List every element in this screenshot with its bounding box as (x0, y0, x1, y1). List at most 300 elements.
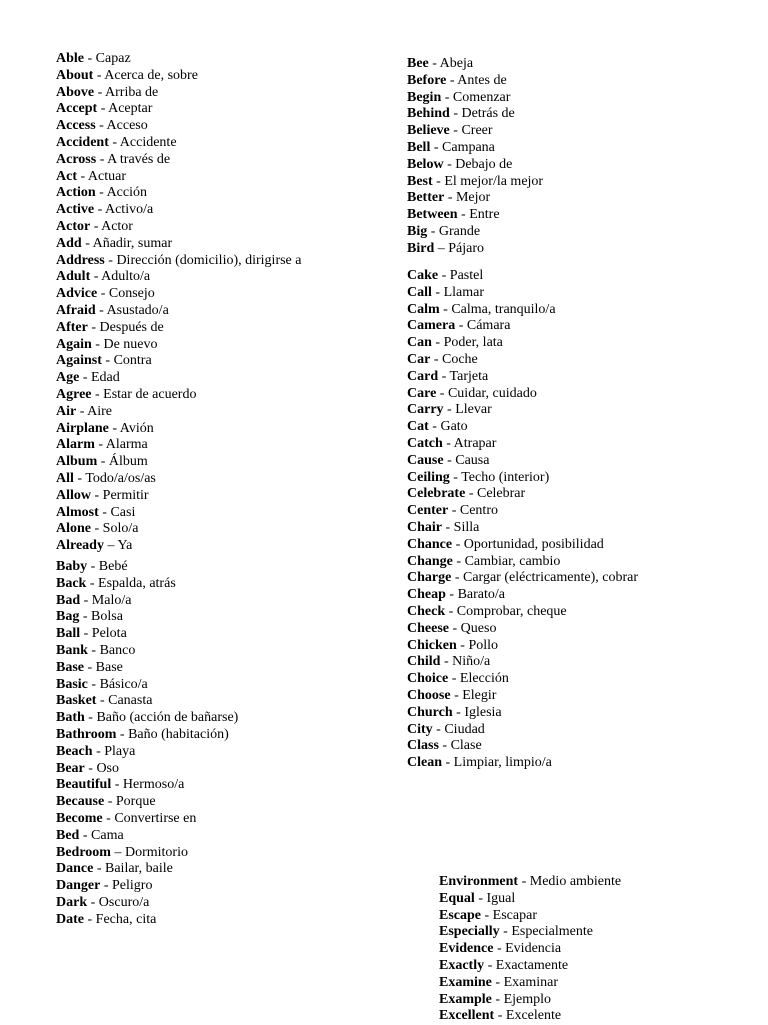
entry-translation: Hermoso/a (122, 777, 185, 793)
entry-separator: - (95, 118, 107, 134)
vocabulary-entry (56, 101, 152, 118)
entry-translation: Barato/a (457, 587, 505, 603)
vocabulary-entry (56, 202, 153, 219)
entry-translation: Dirección (domicilio), dirigirse a (116, 252, 302, 268)
entry-term: Bell (407, 140, 431, 155)
entry-translation: Actor (101, 219, 133, 234)
entry-term: Access (56, 118, 96, 134)
vocabulary-entry (56, 337, 158, 354)
entry-translation: Permitir (102, 487, 149, 503)
entry-term: Danger (56, 878, 101, 894)
entry-term: Base (56, 659, 84, 675)
entry-term: Afraid (56, 303, 96, 318)
entry-separator: - (484, 958, 496, 973)
entry-term: Choose (407, 688, 451, 703)
entry-term: Examine (439, 974, 492, 990)
entry-separator: - (441, 89, 453, 105)
vocabulary-entry (56, 828, 124, 845)
entry-translation: Mejor (455, 190, 491, 206)
entry-separator: - (427, 224, 439, 239)
entry-translation: Comprobar, cheque (456, 604, 567, 619)
vocabulary-entry (439, 924, 593, 941)
vocabulary-entry (407, 56, 473, 73)
entry-term: Charge (407, 570, 452, 586)
vocabulary-entry (56, 710, 238, 727)
entry-separator: - (87, 895, 99, 910)
entry-translation: Todo/a/os/as (85, 471, 156, 486)
entry-separator: - (97, 286, 109, 302)
entry-term: Adult (56, 269, 91, 285)
vocabulary-entry (407, 207, 500, 224)
entry-translation: Capaz (95, 51, 131, 66)
entry-term: Equal (439, 890, 475, 906)
entry-separator: - (91, 487, 103, 503)
vocabulary-entry (407, 604, 567, 621)
vocabulary-entry (407, 369, 488, 386)
entry-translation: Atrapar (453, 436, 497, 451)
entry-translation: Asustado/a (106, 303, 169, 318)
vocabulary-entry (56, 169, 126, 186)
entry-separator: - (81, 235, 93, 251)
vocabulary-entry (56, 68, 198, 85)
vocabulary-entry (407, 73, 507, 90)
entry-separator: - (436, 385, 448, 401)
entry-term: Bee (407, 56, 429, 71)
vocabulary-entry (56, 353, 152, 370)
entry-translation: Llevar (455, 402, 492, 418)
vocabulary-entry (56, 878, 152, 895)
entry-term: City (407, 721, 433, 737)
entry-separator: - (449, 620, 461, 636)
entry-separator: - (430, 352, 442, 367)
entry-term: Bear (56, 760, 85, 776)
vocabulary-entry (56, 660, 123, 677)
entry-term: Care (407, 385, 437, 401)
entry-translation: Cuidar, cuidado (447, 385, 537, 401)
entry-translation: Bebé (98, 559, 128, 574)
vocabulary-entry (56, 643, 135, 660)
entry-term: Cheese (407, 620, 449, 636)
entry-separator: - (448, 671, 460, 687)
entry-separator: - (80, 626, 92, 642)
vocabulary-entry (407, 335, 503, 352)
entry-term: Date (56, 911, 84, 927)
entry-translation: Debajo de (455, 156, 513, 172)
entry-term: Against (56, 353, 102, 369)
entry-translation: Aceptar (108, 101, 153, 117)
entry-translation: Ya (117, 538, 133, 554)
entry-separator: - (438, 368, 450, 384)
vocabulary-entry (407, 705, 502, 722)
vocabulary-entry (56, 454, 148, 471)
vocabulary-entry (56, 437, 148, 454)
vocabulary-entry (439, 992, 551, 1009)
entry-separator: - (92, 743, 105, 759)
entry-term: Better (407, 190, 445, 206)
entry-separator: - (455, 318, 467, 334)
entry-separator: - (102, 811, 115, 826)
entry-term: Album (56, 454, 98, 470)
entry-separator: - (84, 51, 96, 66)
entry-term: Exactly (439, 958, 485, 973)
entry-translation: Clase (450, 738, 482, 754)
entry-separator: - (438, 738, 451, 754)
entry-term: Excellent (439, 1008, 495, 1024)
entry-translation: Edad (91, 370, 120, 386)
vocabulary-entry (56, 370, 120, 387)
entry-translation: Casi (110, 504, 136, 520)
entry-term: Across (56, 151, 97, 167)
entry-term: Cause (407, 452, 444, 468)
entry-translation: Especialmente (511, 924, 593, 940)
entry-translation: Bailar, baile (105, 861, 173, 877)
entry-translation: Fecha, cita (95, 911, 157, 927)
entry-translation: Después de (99, 319, 164, 335)
entry-term: Big (407, 224, 428, 239)
entry-term: Car (407, 352, 431, 367)
entry-separator: - (101, 353, 114, 369)
entry-translation: De nuevo (103, 336, 158, 352)
entry-translation: Espalda, atrás (98, 575, 176, 591)
vocabulary-entry (407, 90, 510, 107)
entry-term: Add (56, 235, 82, 251)
entry-term: Chicken (407, 637, 457, 653)
entry-separator: - (90, 219, 102, 234)
entry-term: Cake (407, 268, 439, 283)
entry-translation: Accidente (119, 135, 177, 150)
entry-term: Agree (56, 387, 92, 402)
entry-term: Alarm (56, 437, 95, 453)
entry-term: Again (56, 336, 92, 352)
entry-separator: - (96, 693, 109, 709)
entry-separator: - (494, 1008, 506, 1024)
vocabulary-entry (407, 570, 638, 587)
entry-term: Ceiling (407, 469, 450, 485)
entry-translation: Porque (115, 794, 156, 810)
entry-separator: - (87, 676, 100, 692)
vocabulary-entry (56, 521, 138, 538)
vocabulary-entry (407, 386, 537, 403)
entry-translation: Iglesia (464, 704, 502, 720)
entry-translation: Dormitorio (124, 844, 188, 860)
entry-term: Bank (56, 643, 88, 658)
entry-separator: - (104, 252, 117, 268)
entry-translation: Aire (87, 403, 112, 419)
vocabulary-entry (56, 387, 196, 404)
entry-translation: Grande (438, 224, 481, 239)
entry-term: Example (439, 991, 492, 1007)
entry-separator: - (79, 370, 91, 386)
entry-translation: Poder, lata (443, 335, 503, 351)
entry-separator: - (438, 268, 450, 283)
entry-term: Because (56, 794, 105, 810)
entry-separator: - (87, 643, 100, 658)
entry-separator: - (431, 284, 444, 300)
vocabulary-entry (407, 241, 484, 258)
entry-term: Bag (56, 609, 80, 625)
entry-translation: Elección (459, 671, 509, 687)
vocabulary-entry (56, 609, 123, 626)
vocabulary-entry (56, 253, 302, 270)
entry-separator: - (491, 974, 504, 990)
entry-translation: Causa (455, 452, 490, 468)
vocabulary-entry (407, 621, 496, 638)
entry-separator: - (91, 387, 104, 402)
entry-term: Between (407, 207, 458, 223)
entry-translation: Campana (442, 140, 495, 155)
entry-translation: A través de (107, 151, 171, 167)
entry-term: Call (407, 284, 432, 300)
vocabulary-entry (407, 537, 604, 554)
vocabulary-entry (407, 554, 560, 571)
entry-translation: Activo/a (104, 202, 154, 218)
vocabulary-entry (407, 106, 515, 123)
entry-separator: - (84, 659, 96, 675)
entry-separator: - (94, 84, 106, 100)
entry-translation: Entre (469, 207, 500, 223)
entry-term: Basket (56, 693, 97, 709)
entry-term: Back (56, 575, 87, 591)
vocabulary-entry (56, 185, 147, 202)
entry-separator: - (432, 721, 445, 737)
entry-term: Alone (56, 521, 91, 537)
entry-term: Cheap (407, 587, 446, 603)
vocabulary-entry (407, 486, 525, 503)
entry-translation: Peligro (112, 878, 153, 894)
entry-separator: - (442, 755, 454, 771)
vocabulary-entry (56, 135, 177, 152)
entry-separator: - (499, 924, 512, 940)
entry-translation: Ciudad (444, 721, 485, 737)
entry-term: Calm (407, 301, 440, 317)
entry-separator: - (474, 890, 487, 906)
entry-term: Bath (56, 710, 85, 726)
vocabulary-entry (56, 118, 148, 135)
entry-separator: - (444, 190, 456, 206)
entry-translation: Canasta (108, 693, 153, 709)
entry-translation: Convertirse en (114, 811, 197, 826)
vocabulary-entry (56, 505, 135, 522)
entry-term: Can (407, 335, 432, 351)
entry-term: Bedroom (56, 844, 111, 860)
vocabulary-entry (407, 140, 495, 157)
entry-term: Change (407, 553, 453, 569)
entry-translation: Antes de (457, 72, 507, 88)
entry-separator: - (443, 402, 456, 418)
vocabulary-entry (56, 559, 128, 576)
entry-separator: - (440, 654, 453, 670)
entry-term: Environment (439, 874, 519, 889)
entry-separator: - (439, 301, 452, 317)
vocabulary-entry (407, 123, 493, 140)
entry-translation: Arriba de (105, 84, 159, 100)
entry-separator: - (432, 173, 445, 189)
vocabulary-entry (407, 654, 490, 671)
entry-separator: - (73, 471, 86, 486)
vocabulary-entry (439, 908, 537, 925)
vocabulary-entry (407, 688, 496, 705)
entry-separator: - (95, 303, 107, 318)
entry-term: Child (407, 654, 441, 670)
vocabulary-entry (439, 874, 621, 891)
entry-translation: Creer (461, 123, 493, 139)
entry-translation: Igual (486, 890, 516, 906)
entry-separator: - (443, 156, 456, 172)
entry-translation: Llamar (443, 284, 484, 300)
entry-translation: Adulto/a (101, 269, 151, 285)
entry-translation: Evidencia (505, 941, 562, 957)
entry-term: Cat (407, 419, 429, 435)
entry-separator: - (80, 592, 92, 608)
entry-term: Able (56, 51, 84, 66)
vocabulary-entry (407, 587, 505, 604)
entry-separator: - (449, 469, 462, 485)
vocabulary-entry (407, 402, 492, 419)
entry-term: Begin (407, 89, 442, 105)
vocabulary-entry (407, 190, 490, 207)
vocabulary-entry (56, 51, 131, 68)
entry-translation: Banco (99, 643, 136, 658)
vocabulary-entry (407, 318, 510, 335)
entry-separator: - (97, 454, 109, 470)
entry-separator: - (100, 878, 112, 894)
entry-separator: - (77, 168, 88, 184)
entry-separator: - (451, 570, 463, 586)
entry-separator: - (108, 420, 120, 436)
entry-term: Almost (56, 504, 99, 520)
vocabulary-entry (56, 794, 156, 811)
entry-separator: – (103, 538, 118, 554)
entry-term: About (56, 67, 94, 83)
entry-translation: Celebrar (476, 486, 526, 502)
vocabulary-entry (56, 538, 132, 555)
vocabulary-entry (407, 453, 489, 470)
entry-translation: Acerca de, sobre (104, 67, 198, 83)
entry-term: Airplane (56, 420, 109, 436)
entry-separator: - (95, 185, 107, 201)
vocabulary-entry (407, 174, 543, 191)
vocabulary-entry (56, 626, 127, 643)
entry-translation: Pastel (449, 268, 484, 283)
entry-term: Baby (56, 559, 88, 574)
entry-term: Bathroom (56, 727, 117, 742)
entry-separator: - (445, 587, 458, 603)
entry-separator: - (91, 521, 103, 537)
vocabulary-entry (56, 236, 172, 253)
entry-term: After (56, 319, 88, 335)
entry-separator: - (86, 575, 99, 591)
entry-separator: - (493, 941, 506, 957)
vocabulary-entry (56, 777, 184, 794)
vocabulary-entry (56, 471, 156, 488)
entry-term: Class (407, 738, 439, 754)
entry-term: Catch (407, 436, 443, 451)
entry-separator: - (90, 269, 102, 285)
vocabulary-entry (56, 895, 149, 912)
entry-term: Choice (407, 671, 449, 687)
vocabulary-entry (407, 520, 479, 537)
entry-translation: Abeja (439, 56, 474, 71)
vocabulary-entry (56, 219, 133, 236)
entry-term: Clean (407, 755, 442, 771)
entry-translation: Queso (460, 620, 497, 636)
vocabulary-entry (439, 975, 558, 992)
entry-term: Before (407, 72, 447, 88)
entry-translation: Cama (91, 827, 124, 843)
entry-term: Chance (407, 536, 453, 552)
entry-separator: - (94, 437, 106, 453)
entry-term: Behind (407, 106, 450, 122)
vocabulary-entry (439, 1008, 561, 1025)
entry-translation: Elegir (462, 688, 497, 703)
entry-term: Camera (407, 318, 456, 334)
entry-separator: - (465, 486, 477, 502)
entry-term: Act (56, 168, 77, 184)
entry-separator: - (481, 907, 493, 923)
entry-separator: - (452, 536, 464, 552)
entry-separator: - (443, 452, 456, 468)
entry-term: Best (407, 173, 433, 189)
vocabulary-entry (407, 503, 498, 520)
vocabulary-entry (56, 677, 148, 694)
entry-separator: - (116, 727, 129, 742)
entry-translation: Medio ambiente (529, 874, 622, 889)
vocabulary-entry (439, 891, 515, 908)
vocabulary-entry (407, 268, 483, 285)
entry-translation: Comenzar (452, 89, 511, 105)
entry-term: Actor (56, 219, 91, 234)
vocabulary-entry (439, 958, 568, 975)
entry-translation: Playa (104, 743, 136, 759)
entry-separator: - (93, 861, 105, 877)
entry-translation: Calma, tranquilo/a (451, 301, 556, 317)
vocabulary-entry (407, 671, 509, 688)
entry-separator: - (452, 704, 465, 720)
entry-term: Allow (56, 487, 91, 503)
entry-term: Beach (56, 743, 93, 759)
entry-separator: - (446, 72, 458, 88)
vocabulary-entry (407, 436, 496, 453)
entry-term: Evidence (439, 941, 494, 957)
vocabulary-entry (407, 157, 512, 174)
entry-separator: - (91, 336, 104, 352)
entry-separator: - (104, 794, 116, 810)
vocabulary-entry (407, 302, 556, 319)
entry-translation: Techo (interior) (461, 469, 550, 485)
vocabulary-entry (56, 286, 155, 303)
entry-translation: Acción (106, 185, 147, 201)
entry-separator: – (434, 240, 449, 256)
entry-term: Below (407, 156, 444, 172)
entry-translation: Cámara (466, 318, 511, 334)
entry-translation: Centro (459, 503, 498, 519)
vocabulary-entry (407, 419, 468, 436)
vocabulary-entry (56, 593, 131, 610)
entry-separator: - (449, 123, 462, 139)
entry-separator: - (93, 67, 105, 83)
entry-translation: Silla (453, 520, 480, 535)
entry-separator: - (518, 874, 530, 889)
vocabulary-entry (407, 738, 482, 755)
entry-term: Accident (56, 135, 109, 150)
entry-term: Active (56, 202, 95, 218)
entry-separator: - (428, 419, 441, 435)
entry-separator: - (442, 520, 454, 535)
entry-translation: Actuar (87, 168, 126, 184)
entry-translation: Consejo (108, 286, 155, 302)
entry-separator: - (108, 135, 120, 150)
entry-term: Already (56, 538, 104, 554)
